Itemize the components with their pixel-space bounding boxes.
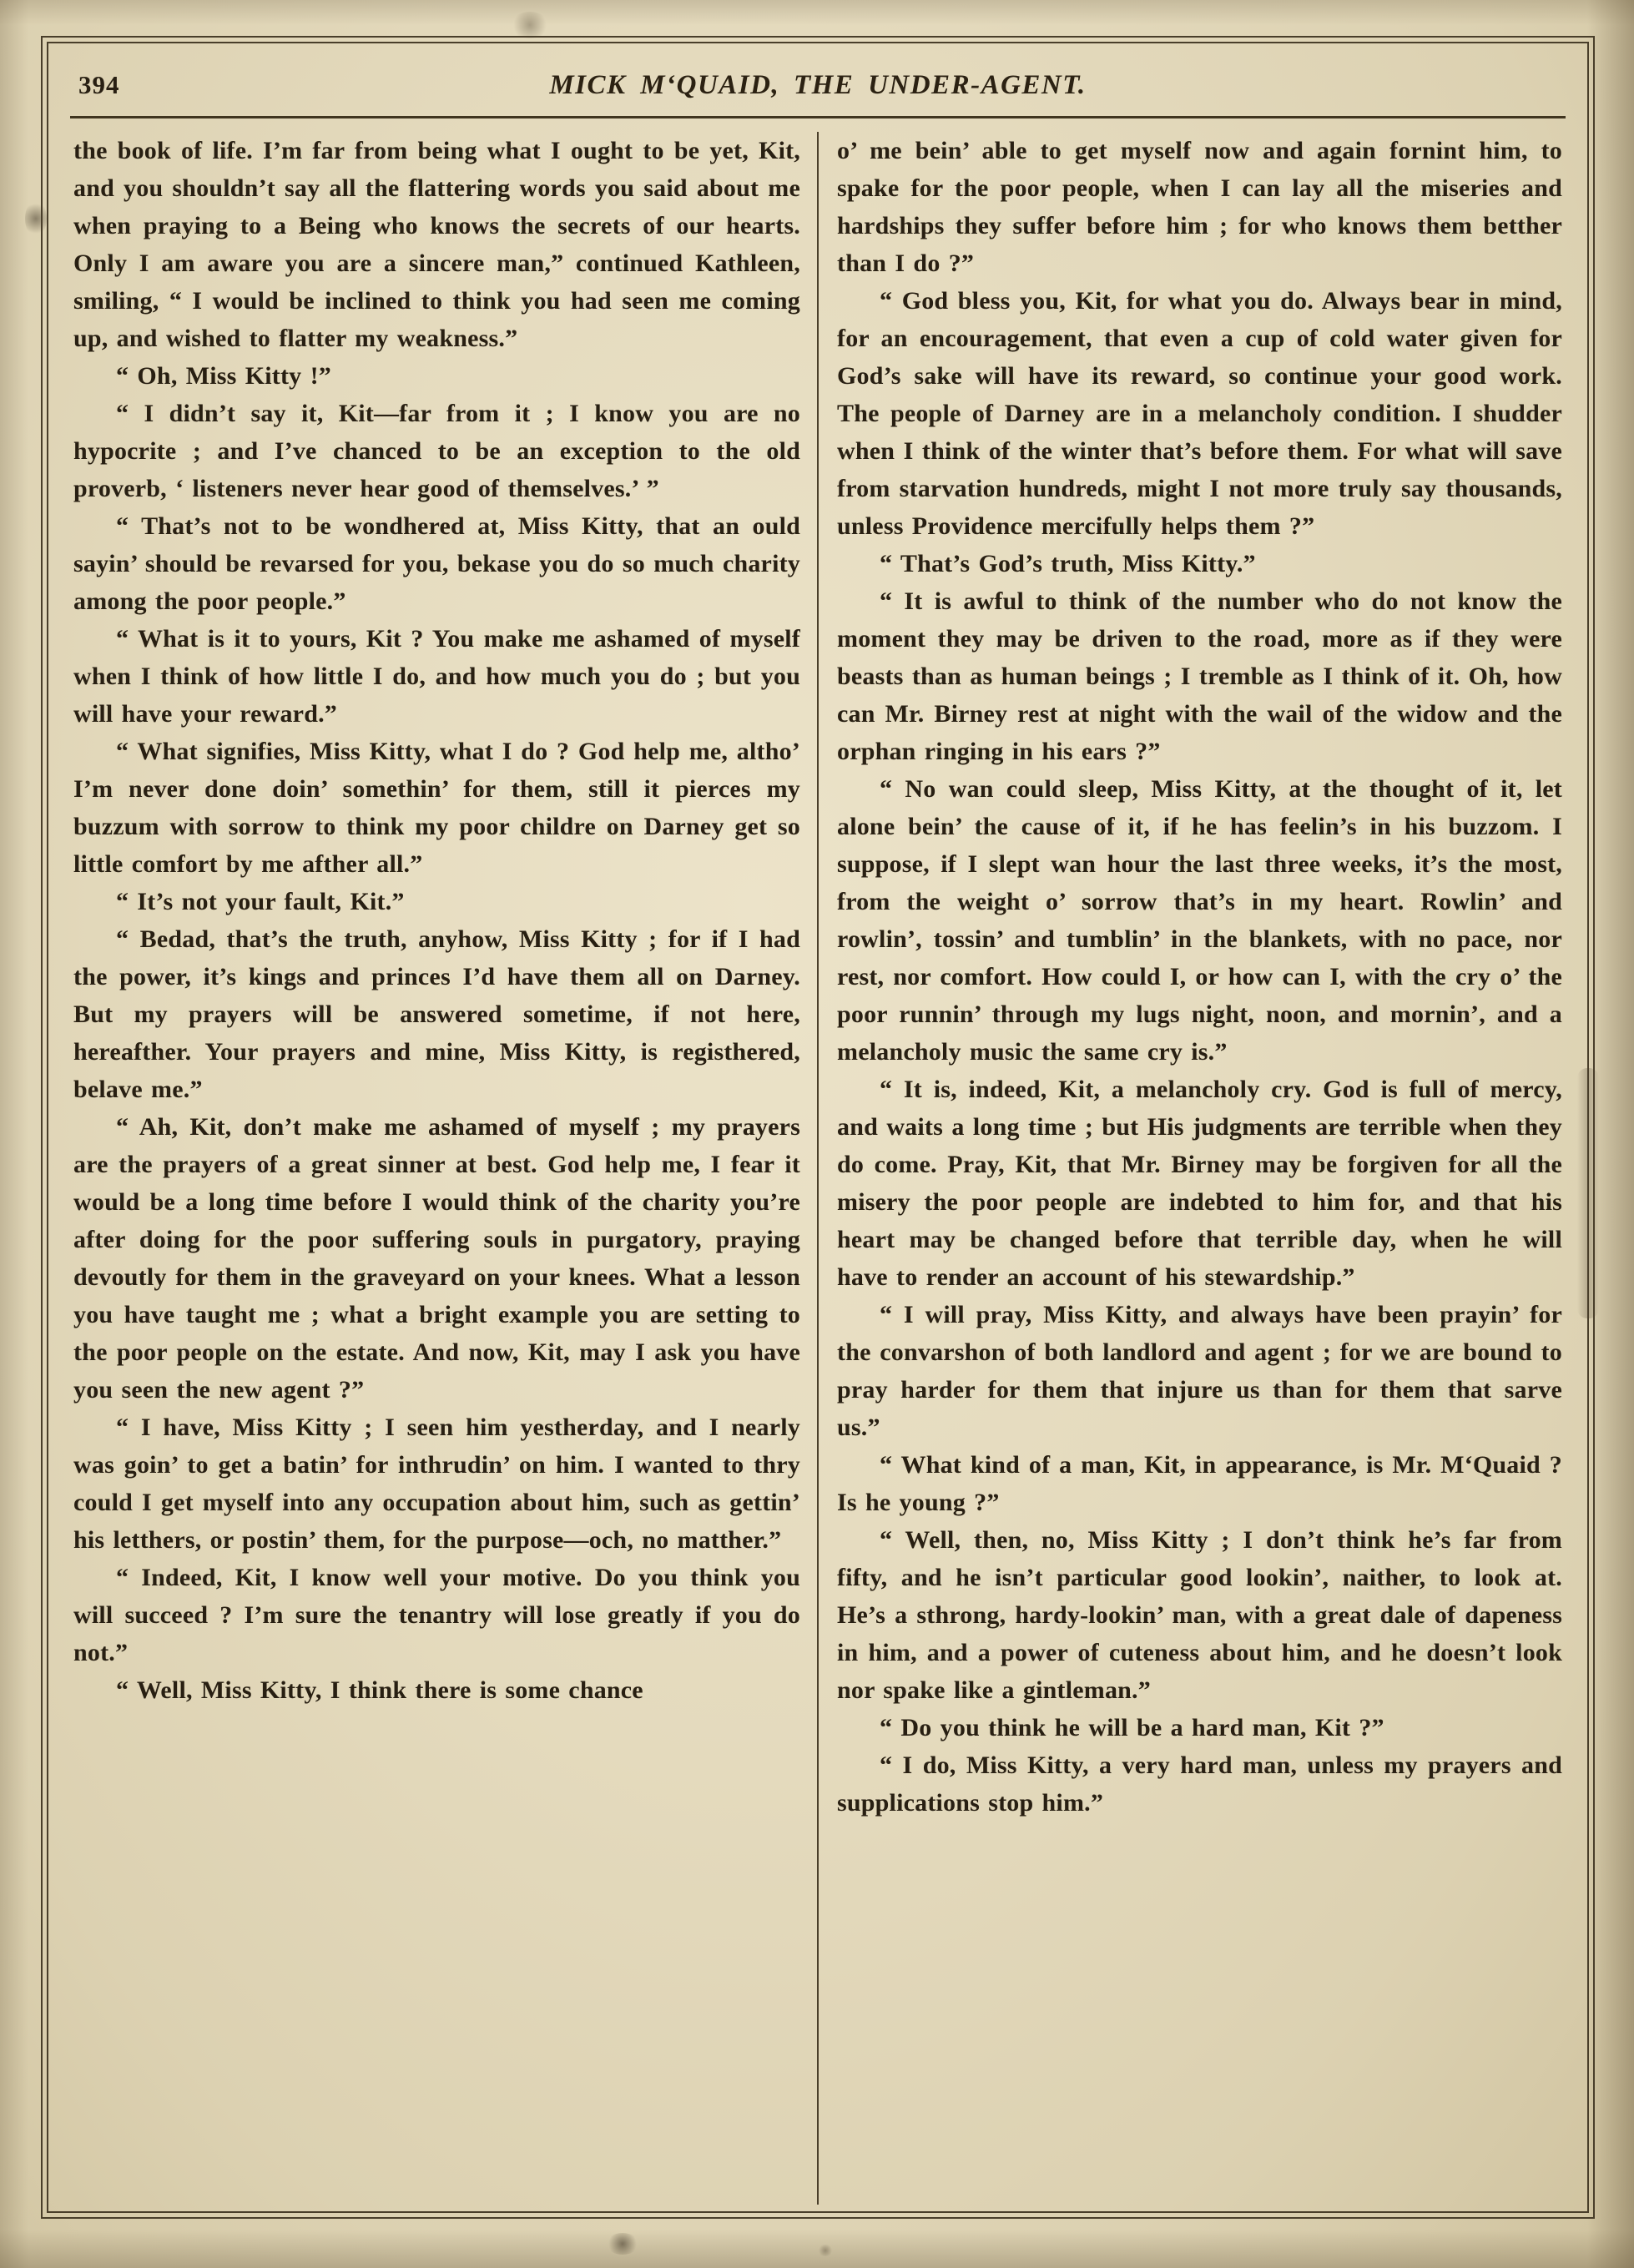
paragraph: “ I will pray, Miss Kitty, and always have been prayin’ for the convarshon of both landlord and agent ; for we are bound to pray harder for them that injure us than for them that sarve us.” (837, 1301, 1562, 1441)
paragraph: “ What is it to yours, Kit ? You make me ashamed of myself when I think of how little I do, and how much you do ; but you will have your reward.” (73, 625, 800, 728)
paragraph: “ That’s not to be wondhered at, Miss Kitty, that an ould sayin’ should be revarsed for you, bekase you do so much charity among the poor people.” (73, 512, 800, 615)
paragraph: “ Well, then, no, Miss Kitty ; I don’t think he’s far from fifty, and he isn’t particular good lookin’, naither, to look at. He’s a sthrong, hardy-lookin’ man, with a great dale of dapeness in him, and a power of cuteness about him, and he doesn’t look nor spake like a gintleman.” (837, 1526, 1562, 1704)
page-frame (47, 42, 1589, 2213)
paragraph: “ It’s not your fault, Kit.” (116, 888, 405, 915)
paragraph: “ What signifies, Miss Kitty, what I do ? God help me, altho’ I’m never done doin’ somethin’ for them, still it pierces my buzzum with sorrow to think my poor childre on Darney get so little comfort by me afther all.” (73, 738, 800, 878)
paragraph: “ I have, Miss Kitty ; I seen him yestherday, and I nearly was goin’ to get a batin’ for inthrudin’ on him. I wanted to thry could I get myself into any occupation about him, such as gettin’ his letthers, or postin’ them, for the purpose—och, no matther.” (73, 1414, 800, 1554)
paragraph: “ I do, Miss Kitty, a very hard man, unless my prayers and supplications stop him.” (837, 1751, 1562, 1817)
paragraph: “ Do you think he will be a hard man, Kit ?” (880, 1714, 1384, 1741)
ink-smudge (606, 2233, 639, 2255)
scan-shadow-left (0, 0, 28, 2268)
paragraph: “ That’s God’s truth, Miss Kitty.” (880, 550, 1256, 577)
page-header (70, 55, 1566, 118)
paragraph: “ God bless you, Kit, for what you do. Always bear in mind, for an encouragement, that even a cup of cold water given for God’s sake will have its reward, so continue your good work. The people of Darney are in a melancholy condition. I shudder when I think of the winter that’s before them. For what will save from starvation hundreds, might I not more truly say thousands, unless Providence mercifully helps them ?” (837, 287, 1562, 540)
paragraph: “ It is, indeed, Kit, a melancholy cry. God is full of mercy, and waits a long time ; but His judgments are terrible when they do come. Pray, Kit, that Mr. Birney may be forgiven for all the misery the poor people are indebted to him for, and that his heart may be changed before that terrible day, when he will have to render an account of his stewardship.” (837, 1076, 1562, 1291)
page-body (70, 118, 1566, 2205)
paragraph: o’ me bein’ able to get myself now and again fornint him, to spake for the poor people, when I can lay all the miseries and hardships they suffer before him ; for who knows them betther than I do ?” (837, 137, 1562, 277)
paragraph: the book of life. I’m far from being what I ought to be yet, Kit, and you shouldn’t say all the flattering words you said about me when praying to a Being who knows the secrets of our hearts. Only I am aware you are a sincere man,” continued Kathleen, smiling, “ I would be inclined to think you had seen me coming up, and wished to flatter my weakness.” (73, 137, 800, 352)
paragraph: “ Ah, Kit, don’t make me ashamed of myself ; my prayers are the prayers of a great sinner at best. God help me, I fear it would be a long time before I would think of the charity you’re after doing for the poor suffering souls in purgatory, praying devoutly for them in the graveyard on your knees. What a lesson you have taught me ; what a bright example you are setting to the poor people on the estate. And now, Kit, may I ask you have you seen the new agent ?” (73, 1113, 800, 1404)
right-column (819, 132, 1566, 2205)
left-column (70, 132, 817, 2205)
ink-smudge (25, 200, 47, 237)
paragraph: “ No wan could sleep, Miss Kitty, at the thought of it, let alone bein’ the cause of it, if he has feelin’s in his buzzom. I suppose, if I slept wan hour the last three weeks, it’s the most, from the weight o’ sorrow that’s in my heart. Rowlin’ and rowlin’, tossin’ and tumblin’ in the blankets, with no pace, nor rest, nor comfort. How could I, or how can I, with the cry o’ the poor runnin’ through my lugs night, noon, and mornin’, and a melancholy music the same cry is.” (837, 775, 1562, 1066)
ink-smudge (511, 12, 549, 38)
page-number: 394 (78, 70, 120, 99)
page-title: MICK M‘QUAID, THE UNDER-AGENT. (549, 70, 1087, 100)
scan-shadow-bottom (0, 2230, 1634, 2268)
ink-smudge (818, 2245, 833, 2256)
paragraph: “ It is awful to think of the number who do not know the moment they may be driven to the road, more as if they were beasts than as human beings ; I tremble as I think of it. Oh, how can Mr. Birney rest at night with the wail of the widow and the orphan ringing in his ears ?” (837, 587, 1562, 765)
paragraph: “ What kind of a man, Kit, in appearance, is Mr. M‘Quaid ? Is he young ?” (837, 1451, 1562, 1516)
paragraph: “ Bedad, that’s the truth, anyhow, Miss Kitty ; for if I had the power, it’s kings and princes I’d have them all on Darney. But my prayers will be answered sometime, if not here, hereafther. Your prayers and mine, Miss Kitty, is registhered, belave me.” (73, 925, 800, 1103)
scan-shadow-right (1587, 0, 1634, 2268)
paragraph: “ I didn’t say it, Kit—far from it ; I know you are no hypocrite ; and I’ve chanced to be an exception to the old proverb, ‘ listeners never hear good of themselves.’ ” (73, 400, 800, 502)
scan-shadow-top (0, 0, 1634, 25)
paragraph: “ Indeed, Kit, I know well your motive. Do you think you will succeed ? I’m sure the tenantry will lose greatly if you do not.” (73, 1564, 800, 1666)
paragraph: “ Well, Miss Kitty, I think there is some chance (116, 1676, 643, 1704)
paragraph: “ Oh, Miss Kitty !” (116, 362, 331, 390)
